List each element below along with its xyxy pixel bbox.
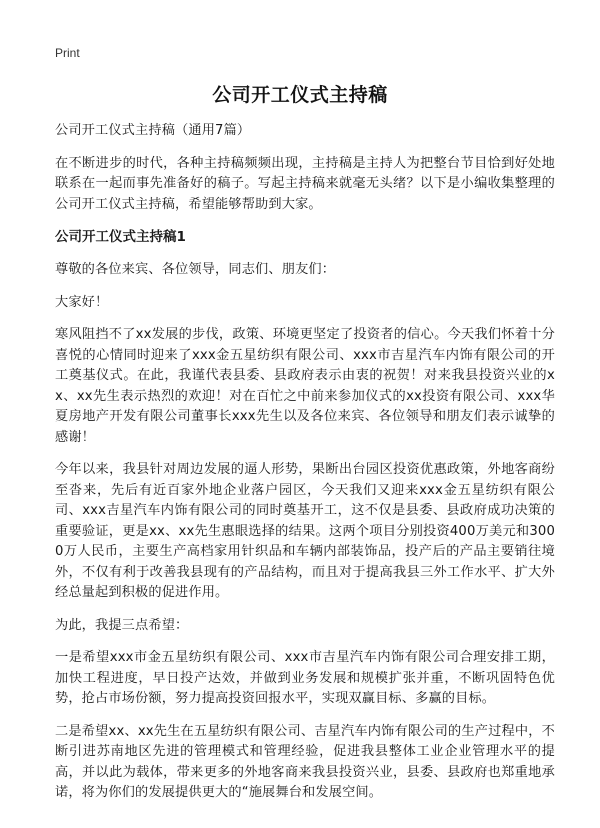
intro-paragraph: 在不断进步的时代，各种主持稿频频出现，主持稿是主持人为把整台节目恰到好处地联系在一起而事先准备好的稿子。写起主持稿来就毫无头绪？以下是小编收集整理的公司开工仪式主持稿，希望能够帮助到大家。 xyxy=(55,155,555,212)
body-paragraph: 二是希望xx、xx先生在五星纺织有限公司、吉星汽车内饰有限公司的生产过程中，不断引进苏南地区先进的管理模式和管理经验，促进我县整体工业企业管理水平的提高，并以此为载体，带来更多的外地客商来我县投资兴业，县委、县政府也郑重地承诺，将为你们的发展提供更大的“施展舞台和发展空间。 xyxy=(55,723,555,800)
body-paragraph: 今年以来，我县针对周边发展的逼人形势，果断出台园区投资优惠政策，外地客商纷至沓来，先后有近百家外地企业落户园区，今天我们又迎来xxx金五星纺织有限公司、xxx吉星汽车内饰有限公司的同时奠基开工，这不仅是县委、县政府成功决策的重要验证，更是xx、xx先生惠眼选择的结果。这两个项目分别投资400万美元和3000万人民币，主要生产高档家用针织品和车辆内部装饰品，投产后的产品主要销往境外，不仅有利于改善我县现有的产品结构，而且对于提高我县三外工作水平、扩大外经总量起到积极的促进作用。 xyxy=(55,462,555,600)
hello-line: 大家好！ xyxy=(55,294,109,310)
page-title: 公司开工仪式主持稿 xyxy=(212,84,388,106)
document-body xyxy=(55,121,555,816)
greeting: 尊敬的各位来宾、各位领导，同志们、朋友们： xyxy=(55,262,336,277)
print-link[interactable]: Print xyxy=(55,46,80,60)
body-paragraph: 为此，我提三点希望： xyxy=(55,617,189,633)
body-paragraph: 一是希望xxx市金五星纺织有限公司、xxx市吉星汽车内饰有限公司合理安排工期，加快工程进度，早日投产达效，并做到业务发展和规模扩张并重，不断巩固特色优势，抢占市场份额，努力提高投资回报水平，实现双赢目标、多赢的目标。 xyxy=(55,650,555,706)
subtitle: 公司开工仪式主持稿（通用7篇） xyxy=(55,123,251,138)
body-paragraph: 寒风阻挡不了xx发展的步伐，政策、环境更坚定了投资者的信心。今天我们怀着十分喜悦的心情同时迎来了xxx金五星纺织有限公司、xxx市吉星汽车内饰有限公司的开工奠基仪式。在此，我谨代表县委、县政府表示由衷的祝贺！对来我县投资兴业的xx、xx先生表示热烈的欢迎！对在百忙之中前来参加仪式的xx投资有限公司、xxx华夏房地产开发有限公司董事长xxx先生以及各位来宾、各位领导和朋友们表示诚挚的感谢！ xyxy=(55,327,555,445)
section-heading: 公司开工仪式主持稿1 xyxy=(55,229,186,245)
